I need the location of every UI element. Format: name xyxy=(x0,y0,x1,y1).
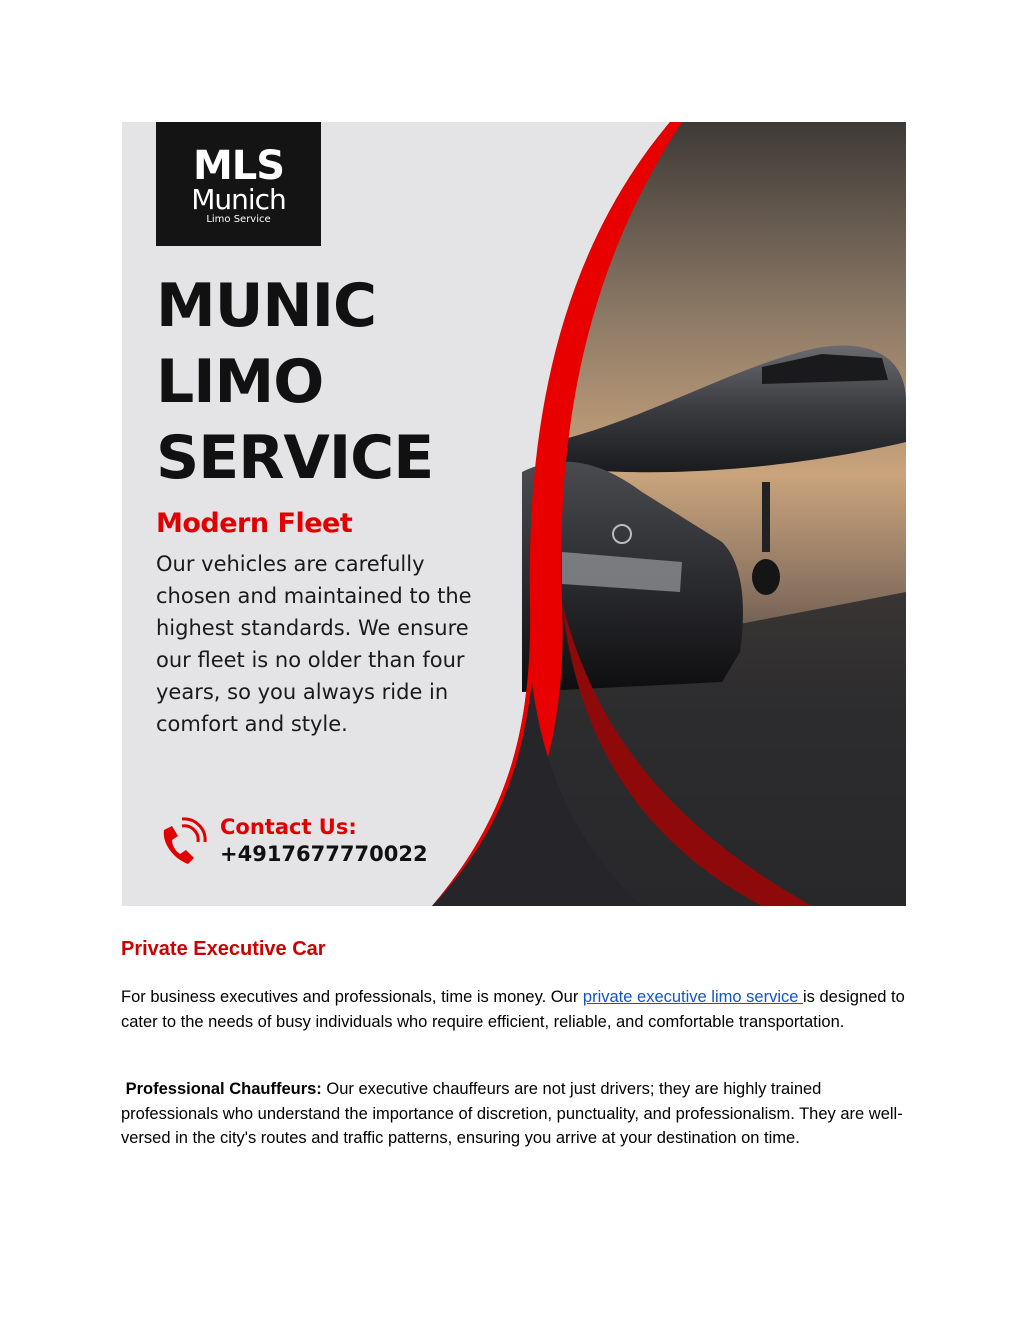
section-heading: Private Executive Car xyxy=(121,938,326,960)
banner-headline xyxy=(156,268,433,496)
logo-subtitle: Limo Service xyxy=(206,214,271,225)
contact-label: Contact Us: xyxy=(220,815,357,839)
phone-icon xyxy=(154,816,210,872)
company-logo xyxy=(156,122,321,246)
intro-paragraph xyxy=(121,985,921,1034)
headline-line-3: SERVICE xyxy=(156,423,434,493)
contact-phone: +4917677770022 xyxy=(220,842,428,866)
logo-city: Munich xyxy=(191,183,286,216)
chauffeurs-paragraph xyxy=(121,1077,921,1151)
intro-text-before: For business executives and professionals, time is money. Our xyxy=(121,988,583,1006)
executive-limo-link[interactable]: private executive limo service xyxy=(582,988,803,1006)
chauffeurs-text: Our executive chauffeurs are not just drivers; they are highly trained professionals who understand the importance of discretion, punctuality, and professionalism. They are well-versed in the city's routes and traffic patterns, ensuring you arrive at your destination on time. xyxy=(121,1080,903,1147)
fleet-title: Modern Fleet xyxy=(156,508,353,539)
fleet-description: Our vehicles are carefully chosen and maintained to the highest standards. We ensure our fleet is no older than four years, so you always ride in comfort and style. xyxy=(156,552,472,736)
logo-mark: MLS xyxy=(192,143,285,189)
headline-line-1: MUNIC xyxy=(156,271,376,341)
chauffeurs-lead: Professional Chauffeurs: xyxy=(125,1080,322,1098)
promo-banner xyxy=(122,122,906,906)
headline-line-2: LIMO xyxy=(156,347,324,417)
intro-text-after: is designed to cater to the needs of busy individuals who require efficient, reliable, and comfortable transportation. xyxy=(121,988,905,1031)
